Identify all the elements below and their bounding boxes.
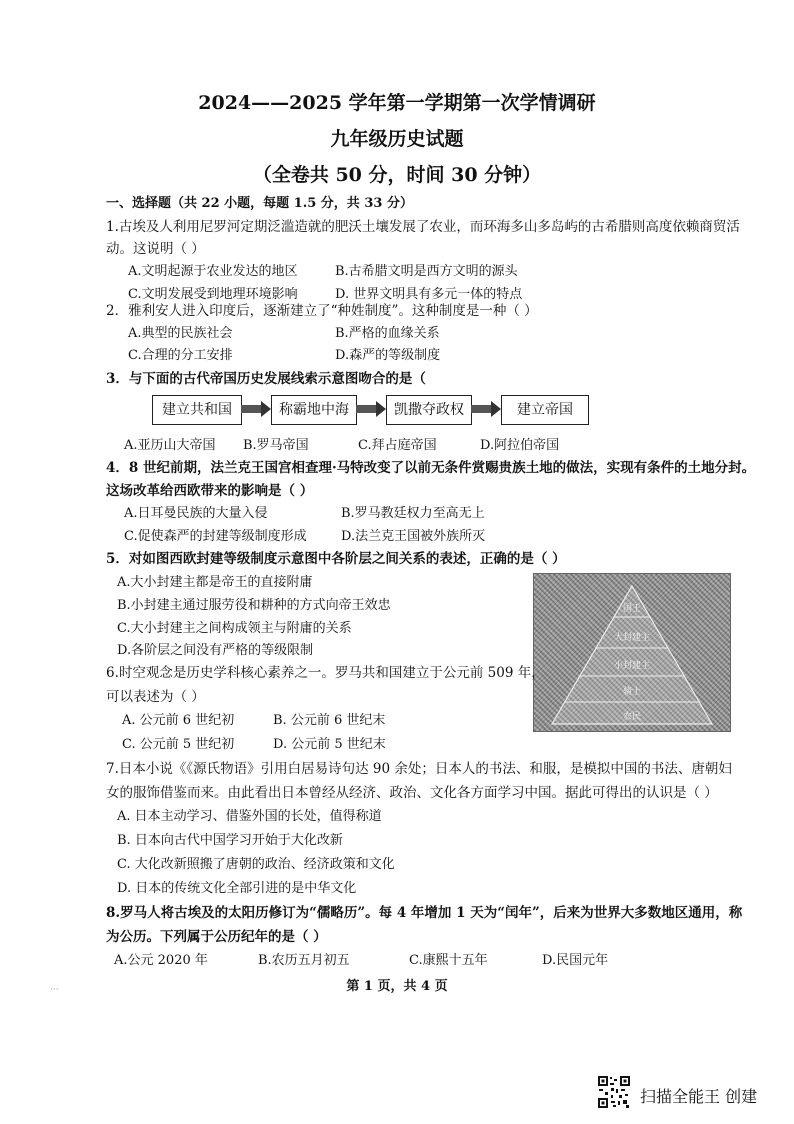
flow-step-4: 建立帝国 [501, 395, 589, 425]
q7-stem-line1: 7.日本小说《《源氏物语》引用白居易诗句达 90 余处；日本人的书法、和服，是模拟中国的书法、唐朝妇 [106, 761, 732, 777]
flow-arrow-2-icon [356, 401, 386, 417]
q3-option-a: A.亚历山大帝国 [124, 438, 216, 453]
q3-stem: 3．与下面的古代帝国历史发展线索示意图吻合的是（ [106, 371, 426, 387]
qr-code-icon [597, 1075, 631, 1109]
q7-stem-line2: 女的服饰借鉴而来。由此看出日本曾经从经济、政治、文化各方面学习中国。据此可得出的认识是（ ） [106, 785, 718, 801]
q2-option-a: A.典型的民族社会 [128, 326, 233, 341]
q8-option-c: C.康熙十五年 [409, 953, 488, 968]
q1-option-b: B.古希腊文明是西方文明的源头 [335, 264, 518, 279]
exam-title: 2024——2025 学年第一学期第一次学情调研 [198, 92, 596, 114]
q7-option-b: B. 日本向古代中国学习开始于大化改新 [117, 833, 343, 848]
pyramid-diagram [534, 574, 730, 731]
q6-option-c: C. 公元前 5 世纪初 [122, 737, 235, 752]
q1-option-d: D. 世界文明具有多元一体的特点 [335, 287, 523, 302]
q1-option-a: A.文明起源于农业发达的地区 [128, 264, 298, 279]
pyramid-label-knights: 骑士 [622, 687, 642, 697]
pyramid-label-peasants: 农民 [622, 712, 642, 722]
exam-subtitle: 九年级历史试题 [330, 128, 464, 150]
q8-stem-line1: 8.罗马人将古埃及的太阳历修订为“儒略历”。每 4 年增加 1 天为“闰年”，后来为世界大多数地区通用，称 [106, 905, 743, 921]
q6-option-b: B. 公元前 6 世纪末 [273, 713, 386, 728]
q4-stem-line2: 这场改革给西欧带来的影响是（ ） [106, 483, 314, 499]
flow-arrow-1-icon [241, 401, 271, 417]
pyramid-label-small-lords: 小封建主 [613, 661, 651, 671]
q8-option-b: B.农历五月初五 [258, 953, 350, 968]
q6-stem-line2: 可以表述为（ ） [106, 689, 205, 705]
q8-stem-line2: 为公历。下列属于公历纪年的是（ ） [106, 929, 327, 945]
q5-option-d: D.各阶层之间没有严格的等级限制 [117, 643, 314, 658]
q2-stem: 2．雅利安人进入印度后，逐渐建立了“种姓制度”。这种制度是一种（ ） [106, 303, 538, 319]
q8-option-a: A.公元 2020 年 [114, 953, 208, 968]
scan-dots: ··· [50, 985, 59, 995]
q2-option-d: D.森严的等级制度 [335, 348, 441, 363]
q7-option-c: C. 大化改新照搬了唐朝的政治、经济政策和文化 [117, 857, 395, 872]
camscanner-watermark: 扫描全能王 创建 [640, 1087, 758, 1106]
q1-option-c: C.文明发展受到地理环境影响 [128, 287, 298, 302]
q5-option-a: A.大小封建主都是帝王的直接附庸 [117, 575, 313, 590]
exam-note: （全卷共 50 分，时间 30 分钟） [252, 164, 542, 186]
q4-option-a: A.日耳曼民族的大量入侵 [124, 506, 268, 521]
flow-arrow-3-icon [471, 401, 501, 417]
q1-stem-line1: 1.古埃及人利用尼罗河定期泛滥造就的肥沃土壤发展了农业，而环海多山多岛屿的古希腊则高度依赖商贸活 [106, 219, 740, 235]
q7-option-d: D. 日本的传统文化全部引进的是中华文化 [117, 881, 357, 896]
flow-step-2: 称霸地中海 [271, 395, 357, 425]
q5-option-c: C.大小封建主之间构成领主与附庸的关系 [117, 621, 352, 636]
q5-stem: 5．对如图西欧封建等级制度示意图中各阶层之间关系的表述，正确的是（ ） [106, 551, 566, 567]
flow-step-1: 建立共和国 [152, 395, 242, 425]
pyramid-label-great-lords: 大封建主 [613, 633, 651, 643]
pyramid-label-king: 国王 [622, 604, 642, 614]
section-heading: 一、选择题（共 22 小题，每题 1.5 分，共 33 分） [106, 196, 413, 211]
q6-stem-line1: 6.时空观念是历史学科核心素养之一。罗马共和国建立于公元前 509 年， [106, 665, 545, 681]
q6-option-d: D. 公元前 5 世纪末 [273, 737, 386, 752]
q4-stem-line1: 4．8 世纪前期，法兰克王国宫相查理·马特改变了以前无条件赏赐贵族土地的做法，实现有条件的土地分封。 [106, 460, 756, 476]
q8-option-d: D.民国元年 [542, 953, 609, 968]
q5-option-b: B.小封建主通过服劳役和耕种的方式向帝王效忠 [117, 598, 391, 613]
q7-option-a: A. 日本主动学习、借鉴外国的长处，值得称道 [117, 809, 382, 824]
q1-stem-line2: 动。这说明（ ） [106, 241, 205, 257]
q6-option-a: A. 公元前 6 世纪初 [122, 713, 235, 728]
page-number: 第 1 页，共 4 页 [346, 979, 448, 994]
q2-option-c: C.合理的分工安排 [128, 348, 233, 363]
q4-option-d: D.法兰克王国被外族所灭 [341, 529, 486, 544]
q3-option-c: C.拜占庭帝国 [358, 438, 437, 453]
flow-step-3: 凯撒夺政权 [386, 395, 472, 425]
q3-option-b: B.罗马帝国 [243, 438, 309, 453]
q3-option-d: D.阿拉伯帝国 [480, 438, 560, 453]
q4-option-b: B.罗马教廷权力至高无上 [341, 506, 485, 521]
feudal-pyramid-figure [533, 573, 731, 732]
q4-option-c: C.促使森严的封建等级制度形成 [124, 529, 307, 544]
q2-option-b: B.严格的血缘关系 [335, 326, 440, 341]
